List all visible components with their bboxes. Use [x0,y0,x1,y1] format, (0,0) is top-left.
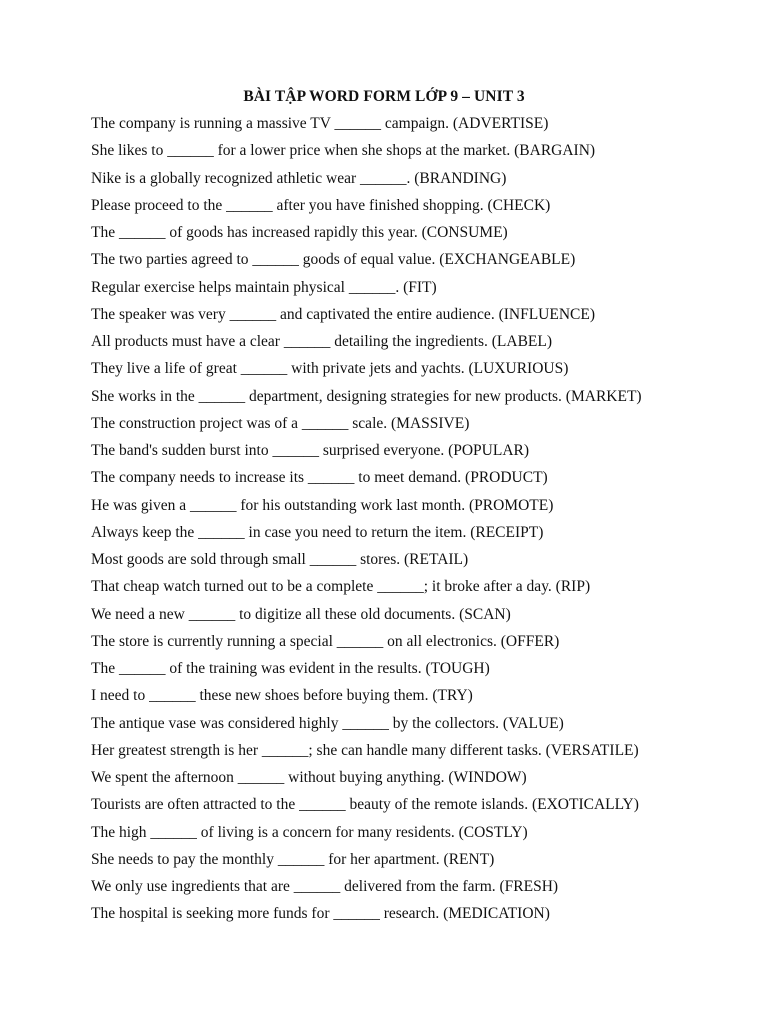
exercise-item: Her greatest strength is her ______; she can handle many different tasks. (VERSATILE) [91,741,639,759]
exercise-item: I need to ______ these new shoes before buying them. (TRY) [91,687,473,705]
exercise-item: The band's sudden burst into ______ surprised everyone. (POPULAR) [91,442,530,459]
exercise-list [91,112,731,930]
exercise-item: We need a new ______ to digitize all these old documents. (SCAN) [91,605,511,623]
exercise-item: He was given a ______ for his outstanding work last month. (PROMOTE) [91,496,554,514]
exercise-item: They live a life of great ______ with private jets and yachts. (LUXURIOUS) [91,360,569,378]
exercise-item: The ______ of goods has increased rapidly this year. (CONSUME) [91,224,508,241]
exercise-item: Tourists are often attracted to the ______ beauty of the remote islands. (EXOTICALLY) [91,796,639,814]
exercise-item: We spent the afternoon ______ without buying anything. (WINDOW) [91,769,527,786]
exercise-item: Please proceed to the ______ after you have finished shopping. (CHECK) [91,196,551,214]
exercise-item: Regular exercise helps maintain physical ______. (FIT) [91,278,437,296]
exercise-item: The high ______ of living is a concern for many residents. (COSTLY) [91,823,528,841]
exercise-item: We only use ingredients that are ______ delivered from the farm. (FRESH) [91,878,559,895]
exercise-item: The hospital is seeking more funds for ______ research. (MEDICATION) [91,905,550,923]
exercise-item: The store is currently running a special ______ on all electronics. (OFFER) [91,632,560,650]
exercise-item: The two parties agreed to ______ goods of equal value. (EXCHANGEABLE) [91,251,576,269]
exercise-item: The antique vase was considered highly ______ by the collectors. (VALUE) [91,714,564,732]
exercise-item: The speaker was very ______ and captivated the entire audience. (INFLUENCE) [91,305,595,323]
exercise-item: She works in the ______ department, designing strategies for new products. (MARKET) [91,387,642,405]
exercise-item: Most goods are sold through small ______ stores. (RETAIL) [91,551,469,568]
exercise-item: Nike is a globally recognized athletic wear ______. (BRANDING) [91,169,507,187]
exercise-item: Always keep the ______ in case you need to return the item. (RECEIPT) [91,523,544,541]
page-title: BÀI TẬP WORD FORM LỚP 9 – UNIT 3 [243,88,525,105]
exercise-item: She likes to ______ for a lower price when she shops at the market. (BARGAIN) [91,142,596,160]
exercise-item: The company needs to increase its ______ to meet demand. (PRODUCT) [91,469,548,487]
exercise-item: She needs to pay the monthly ______ for her apartment. (RENT) [91,850,495,868]
exercise-item: All products must have a clear ______ detailing the ingredients. (LABEL) [91,333,553,350]
exercise-item: The company is running a massive TV ______ campaign. (ADVERTISE) [91,115,549,132]
exercise-item: The construction project was of a ______ scale. (MASSIVE) [91,414,470,432]
exercise-item: The ______ of the training was evident in the results. (TOUGH) [91,660,490,677]
exercise-item: That cheap watch turned out to be a complete ______; it broke after a day. (RIP) [91,578,591,596]
